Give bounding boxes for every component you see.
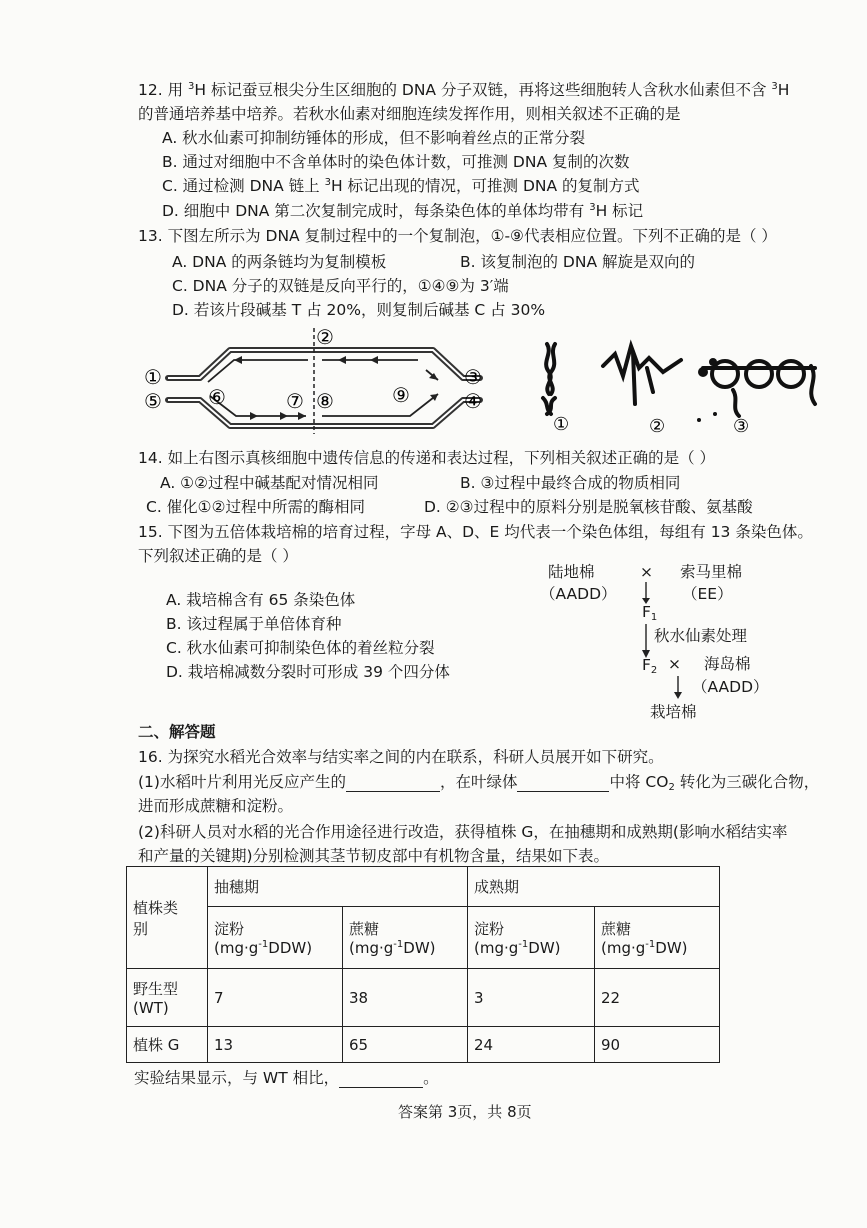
replication-bubble-diagram (138, 322, 498, 434)
new-strand-right-bottom (322, 394, 438, 416)
cell-value: 3 (468, 969, 595, 1027)
label-9: ⑨ (392, 383, 410, 407)
subheader-starch-2: 淀粉 $(mg\cdot g^{-1}DW)$ (468, 907, 595, 969)
header-plant-type: 植株类 别 (127, 867, 208, 969)
q13-option-c: C. DNA 分子的双链是反向平行的，①④⑨为 3′端 (172, 277, 509, 295)
right-label-2: ② (649, 416, 666, 437)
q13-option-a: A. DNA 的两条链均为复制模板 (172, 253, 387, 271)
parent-upland-genotype: （AADD） (540, 585, 617, 603)
row-label-g: 植株 G (127, 1027, 208, 1063)
ribosome-2 (746, 361, 772, 387)
parent-upland-cotton: 陆地棉 (548, 563, 595, 581)
q14-option-a: A. ①②过程中碱基配对情况相同 (160, 474, 379, 492)
label-1: ① (144, 365, 162, 389)
blank-2[interactable] (517, 775, 609, 792)
cross-symbol-1: × (640, 563, 653, 581)
subheader-sucrose-2: 蔗糖 $(mg\cdot g^{-1}DW)$ (595, 907, 720, 969)
q12-option-a: A. 秋水仙素可抑制纺锤体的形成，但不影响着丝点的正常分裂 (162, 129, 586, 147)
right-label-1: ① (553, 414, 570, 435)
q16-stem: 16. 为探究水稻光合效率与结实率之间的内在联系，科研人员展开如下研究。 (138, 748, 664, 766)
q12-stem-line2: 的普通培养基中培养。若秋水仙素对细胞连续发挥作用，则相关叙述不正确的是 (138, 105, 681, 123)
cell-value: 22 (595, 969, 720, 1027)
cell-value: 90 (595, 1027, 720, 1063)
cell-value: 13 (208, 1027, 343, 1063)
transcription-strand (603, 346, 681, 376)
label-6: ⑥ (208, 385, 226, 409)
cell-value: 7 (208, 969, 343, 1027)
f1-generation: $F_1$ (642, 603, 658, 623)
q16-part1-cont: 进而形成蔗糖和淀粉。 (138, 797, 294, 815)
parent-somali-genotype: （EE） (682, 585, 733, 603)
new-strand-left-top (208, 360, 308, 382)
q15-option-b: B. 该过程属于单倍体育种 (166, 615, 342, 633)
cell-value: 38 (343, 969, 468, 1027)
q16-conclusion: 实验结果显示，与 WT 相比， 。 (134, 1069, 439, 1087)
section-title: 二、解答题 (138, 723, 216, 741)
q15-stem-line2: 下列叙述正确的是（ ） (138, 547, 298, 565)
subheader-starch-1: 淀粉 $(mg\cdot g^{-1}DDW)$ (208, 907, 343, 969)
parent-island-genotype: （AADD） (692, 678, 769, 696)
q12-option-d: D. 细胞中 DNA 第二次复制完成时，每条染色体的单体均带有 $^3$H 标记 (162, 202, 644, 220)
cultivated-cotton: 栽培棉 (650, 703, 697, 721)
gene-expression-figure (535, 332, 825, 442)
label-4: ④ (464, 389, 482, 413)
breeding-arrows (636, 580, 656, 710)
q15-option-a: A. 栽培棉含有 65 条染色体 (166, 591, 356, 609)
q15-option-c: C. 秋水仙素可抑制染色体的着丝粒分裂 (166, 639, 435, 657)
label-7: ⑦ (286, 389, 304, 413)
q16-part1: (1)水稻叶片利用光反应产生的 ，在叶绿体 中将 $CO_2$ 转化为三碳化合物， (138, 773, 820, 793)
results-table (126, 866, 720, 1063)
ribosome-3 (778, 361, 804, 387)
result-arrow (668, 674, 688, 704)
q16-part2-line2: 和产量的关键期)分别检测其茎节韧皮部中有机物含量，结果如下表。 (138, 847, 610, 865)
table-row (127, 1027, 720, 1063)
cross-symbol-2: × (668, 655, 681, 673)
table-row (127, 969, 720, 1027)
q16-part2-line1: (2)科研人员对水稻的光合作用途径进行改造，获得植株 G，在抽穗期和成熟期(影响水稻结实率 (138, 823, 788, 841)
blank-1[interactable] (346, 775, 440, 792)
q12-option-c: C. 通过检测 DNA 链上 $^3$H 标记出现的情况，可推测 DNA 的复制方式 (162, 177, 640, 195)
header-maturity-stage: 成熟期 (468, 867, 720, 907)
header-heading-stage: 抽穗期 (208, 867, 468, 907)
label-5: ⑤ (144, 389, 162, 413)
q12-stem-line1: 12. 用 $^3$H 标记蚕豆根尖分生区细胞的 DNA 分子双链，再将这些细胞转人含秋水仙素但不含 $^3$H (138, 81, 790, 99)
colchicine-treatment: 秋水仙素处理 (654, 627, 748, 645)
parent-island-cotton: 海岛棉 (704, 655, 751, 673)
replication-strand-a (546, 344, 551, 394)
right-label-3: ③ (733, 416, 750, 437)
label-2: ② (316, 325, 334, 349)
q14-option-d: D. ②③过程中的原料分别是脱氧核苷酸、氨基酸 (424, 498, 753, 516)
f2-generation: $F_2$ (642, 656, 658, 676)
ribosome-1 (712, 361, 738, 387)
subheader-sucrose-1: 蔗糖 $(mg\cdot g^{-1}DW)$ (343, 907, 468, 969)
q13-option-b: B. 该复制泡的 DNA 解旋是双向的 (460, 253, 695, 271)
q13-option-d: D. 若该片段碱基 T 占 20%，则复制后碱基 C 占 30% (172, 301, 546, 319)
q15-option-d: D. 栽培棉减数分裂时可形成 39 个四分体 (166, 663, 450, 681)
q13-stem: 13. 下图左所示为 DNA 复制过程中的一个复制泡，①-⑨代表相应位置。下列不正确的是（ ） (138, 227, 777, 245)
parent-somali-cotton: 索马里棉 (680, 563, 743, 581)
q14-option-b: B. ③过程中最终合成的物质相同 (460, 474, 681, 492)
row-label-wt: 野生型 (WT) (127, 969, 208, 1027)
q14-stem: 14. 如上右图示真核细胞中遗传信息的传递和表达过程，下列相关叙述正确的是（ ） (138, 449, 716, 467)
label-3: ③ (464, 365, 482, 389)
cell-value: 65 (343, 1027, 468, 1063)
blank-3[interactable] (339, 1071, 423, 1088)
q15-stem-line1: 15. 下图为五倍体栽培棉的培育过程，字母 A、D、E 均代表一个染色体组，每组有 13 条染色体。 (138, 523, 813, 541)
cell-value: 24 (468, 1027, 595, 1063)
q14-option-c: C. 催化①②过程中所需的酶相同 (146, 498, 365, 516)
q12-option-b: B. 通过对细胞中不含单体时的染色体计数，可推测 DNA 复制的次数 (162, 153, 630, 171)
page-footer: 答案第 3页，共 8页 (398, 1103, 532, 1121)
label-8: ⑧ (316, 389, 334, 413)
